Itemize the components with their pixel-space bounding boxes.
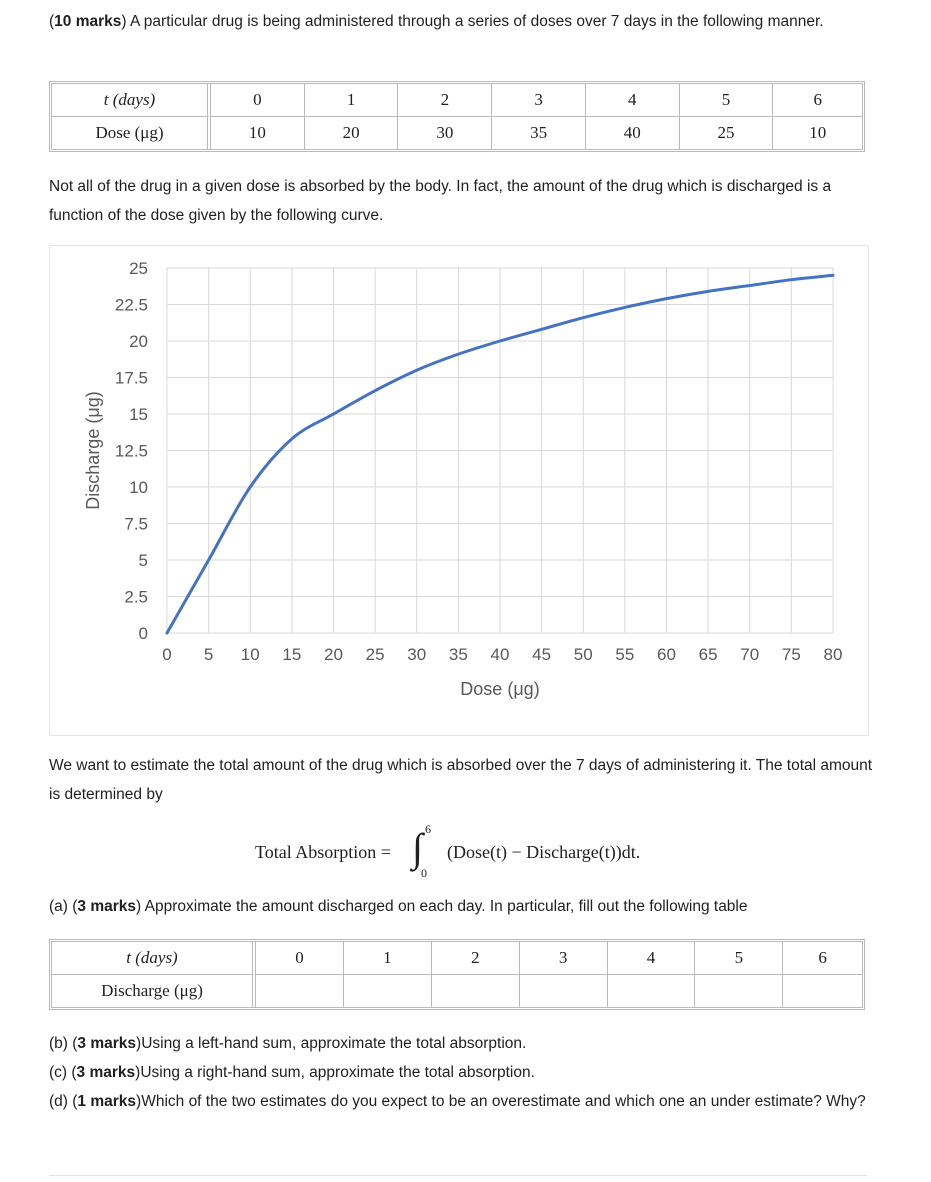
part-d-marks: 1 marks — [77, 1093, 137, 1110]
dose-table — [49, 81, 865, 152]
x-tick-label: 0 — [162, 645, 172, 664]
intro-marks: 10 marks — [54, 13, 122, 30]
dose-value-cell: 40 — [586, 117, 680, 149]
part-c — [49, 1058, 879, 1087]
x-axis-title: Dose (μg) — [460, 679, 540, 699]
discharge-table-header-t — [52, 942, 256, 975]
discharge-table-row-days — [52, 942, 862, 975]
t-days-label: t (days) — [126, 948, 178, 967]
x-tick-label: 65 — [698, 645, 718, 664]
x-tick-label: 5 — [203, 645, 214, 664]
x-tick-label: 60 — [657, 645, 676, 664]
discharge-day-cell: 0 — [256, 942, 344, 975]
discharge-intro-paragraph: Not all of the drug in a given dose is absorbed by the body. In fact, the amount of the drug which is discharged is a function of the dose given by the following curve. — [49, 178, 832, 224]
discharge-day-cell: 3 — [520, 942, 608, 975]
integral-sign: ∫ — [412, 825, 423, 870]
x-tick-label: 35 — [448, 645, 468, 664]
discharge-table — [49, 939, 865, 1010]
discharge-blank-cell[interactable] — [432, 975, 520, 1007]
dose-table-header-t — [52, 84, 211, 117]
dose-day-cell: 3 — [492, 84, 586, 117]
bottom-divider — [49, 1175, 867, 1176]
part-c-prefix: (c) ( — [49, 1064, 77, 1081]
y-tick-label: 15 — [129, 405, 148, 424]
part-d-prefix: (d) ( — [49, 1093, 78, 1110]
dose-day-cell: 0 — [211, 84, 305, 117]
discharge-blank-cell[interactable] — [695, 975, 783, 1007]
y-tick-label: 7.5 — [124, 514, 148, 534]
dose-day-cell: 5 — [680, 84, 774, 117]
part-d — [49, 1087, 879, 1116]
x-tick-label: 50 — [573, 645, 593, 664]
estimate-paragraph: We want to estimate the total amount of the drug which is absorbed over the 7 days of administering it. The total amount is determined by — [49, 757, 873, 803]
discharge-day-cell: 5 — [695, 942, 783, 975]
dose-table-row-days — [52, 84, 862, 117]
dose-day-cell: 6 — [773, 84, 862, 117]
x-tick-label: 15 — [282, 645, 302, 664]
discharge-blank-cell[interactable] — [783, 975, 862, 1007]
discharge-blank-cell[interactable] — [608, 975, 696, 1007]
part-d-text: )Which of the two estimates do you expect to be an overestimate and which one an under estimate? Why? — [136, 1093, 866, 1110]
dose-value-cell: 30 — [398, 117, 492, 149]
dose-value-cell: 35 — [492, 117, 586, 149]
discharge-chart — [49, 245, 869, 736]
x-tick-label: 30 — [407, 645, 427, 664]
part-b-prefix: (b) ( — [49, 1035, 78, 1052]
x-tick-label: 25 — [365, 645, 385, 664]
y-tick-label: 5 — [138, 551, 148, 570]
integral-lower-limit: 0 — [421, 866, 427, 880]
dose-value-cell: 10 — [211, 117, 305, 149]
part-a-prefix: (a) ( — [49, 898, 78, 915]
discharge-day-cell: 1 — [344, 942, 432, 975]
t-days-label: t (days) — [103, 90, 156, 109]
discharge-table-row-values — [52, 975, 862, 1007]
dose-day-cell: 4 — [586, 84, 680, 117]
dose-value-cell: 25 — [680, 117, 774, 149]
formula-lhs: Total Absorption = — [255, 842, 391, 862]
x-tick-label: 55 — [615, 645, 635, 664]
dose-day-cell: 2 — [398, 84, 492, 117]
part-b — [49, 1029, 879, 1058]
x-tick-label: 45 — [532, 645, 552, 664]
dose-table-row-dose — [52, 117, 862, 149]
discharge-table-header-discharge: Discharge (μg) — [52, 975, 256, 1007]
dose-table-header-dose: Dose (μg) — [52, 117, 211, 149]
discharge-blank-cell[interactable] — [520, 975, 608, 1007]
intro-text: ) A particular drug is being administered through a series of doses over 7 days in the following manner. — [121, 13, 824, 30]
dose-value-cell: 20 — [305, 117, 399, 149]
discharge-day-cell: 6 — [783, 942, 862, 975]
part-a-marks: 3 marks — [77, 898, 137, 915]
x-tick-label: 20 — [324, 645, 343, 664]
y-axis-title: Discharge (μg) — [83, 391, 103, 510]
x-tick-label: 75 — [781, 645, 801, 664]
intro-paragraph: (10 marks) A particular drug is being administered through a series of doses over 7 days in the following manner. — [49, 13, 824, 30]
discharge-day-cell: 2 — [432, 942, 520, 975]
x-tick-label: 70 — [740, 645, 760, 664]
y-tick-label: 20 — [129, 332, 148, 351]
y-tick-label: 10 — [129, 478, 148, 497]
dose-value-cell: 10 — [809, 123, 827, 142]
y-tick-label: 2.5 — [124, 587, 148, 607]
x-tick-label: 40 — [490, 645, 510, 664]
part-c-marks: 3 marks — [76, 1064, 136, 1081]
y-tick-label: 17.5 — [114, 368, 148, 388]
part-c-text: )Using a right-hand sum, approximate the total absorption. — [135, 1064, 535, 1081]
discharge-chart-svg — [50, 246, 868, 735]
part-b-marks: 3 marks — [77, 1035, 137, 1052]
y-tick-label: 22.5 — [114, 295, 148, 315]
integral-upper-limit: 6 — [425, 822, 431, 836]
x-tick-label: 80 — [823, 645, 843, 664]
y-tick-label: 0 — [138, 624, 148, 643]
discharge-blank-cell[interactable] — [344, 975, 432, 1007]
x-tick-label: 10 — [240, 645, 260, 664]
formula-integrand: (Dose(t) − Discharge(t))dt. — [447, 842, 641, 862]
y-tick-label: 12.5 — [114, 441, 148, 461]
part-a-text: ) Approximate the amount discharged on each day. In particular, fill out the following table — [136, 898, 748, 915]
discharge-blank-cell[interactable] — [256, 975, 344, 1007]
part-b-text: )Using a left-hand sum, approximate the total absorption. — [136, 1035, 527, 1052]
dose-day-cell: 1 — [305, 84, 399, 117]
y-tick-label: 25 — [129, 259, 148, 278]
discharge-day-cell: 4 — [608, 942, 696, 975]
part-a — [49, 892, 879, 921]
